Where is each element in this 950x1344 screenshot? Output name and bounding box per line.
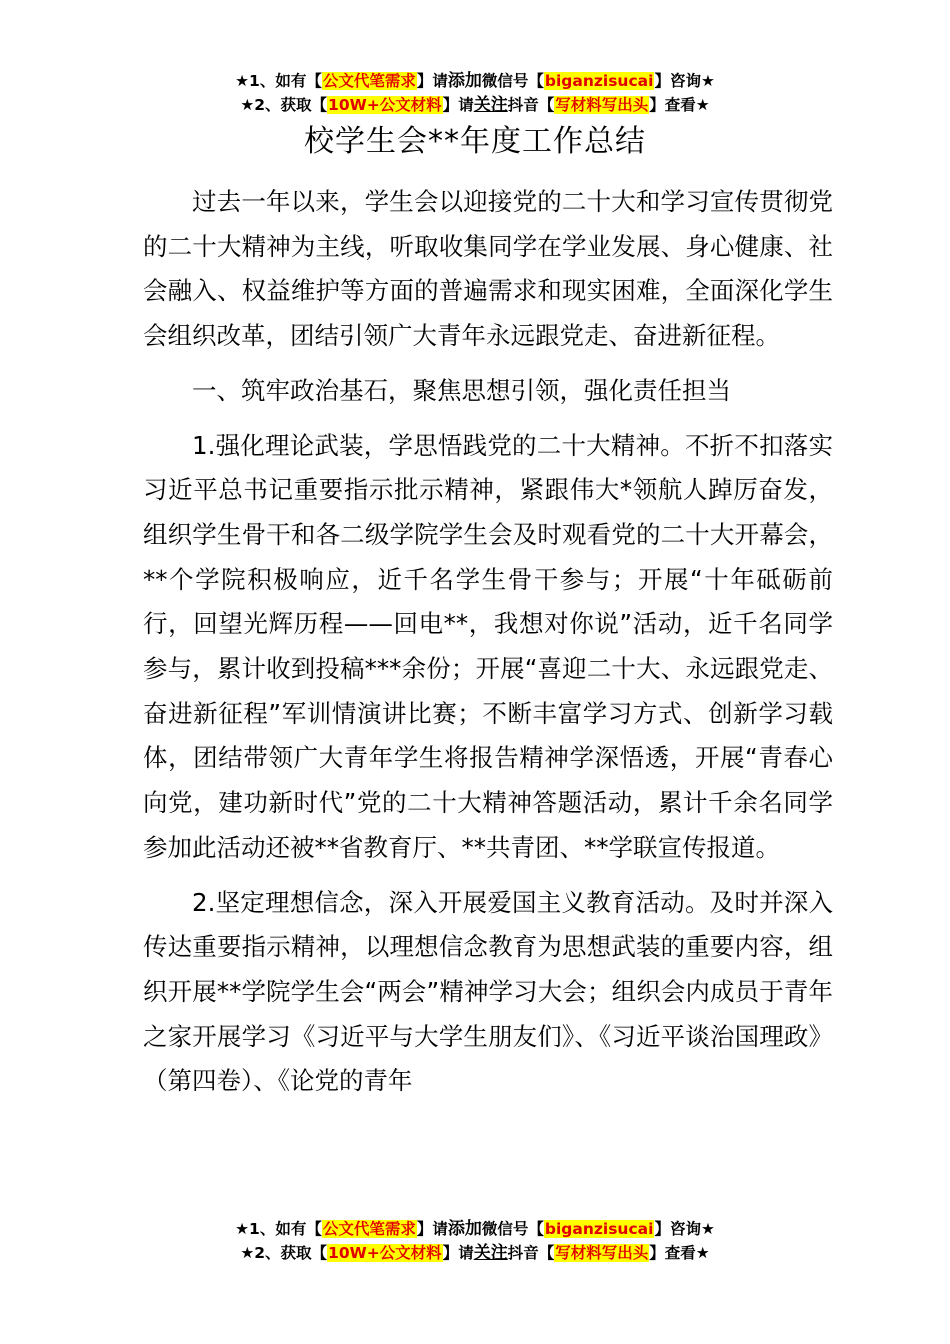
footer-2-highlight-materials: 10W+公文材料 — [328, 1244, 442, 1262]
banner-1-mid-c: 微信号【 — [481, 72, 544, 90]
footer-1-mid-c: 微信号【 — [481, 1220, 544, 1238]
footer-2-mid-b: 关注 — [473, 1243, 508, 1263]
banner-2-prefix: ★2、获取【 — [240, 96, 328, 114]
banner-line-1 — [0, 69, 950, 93]
footer-1-mid-b: 添加 — [447, 1219, 482, 1239]
footer-1-highlight-service: 公文代笔需求 — [322, 1220, 416, 1238]
footer-banner — [0, 1217, 950, 1265]
footer-2-mid-c: 抖音【 — [507, 1244, 555, 1262]
banner-1-highlight-wechat: biganzisucai — [544, 72, 654, 90]
banner-line-2 — [0, 93, 950, 117]
banner-1-mid-a: 】请 — [416, 72, 448, 90]
footer-2-prefix: ★2、获取【 — [240, 1244, 328, 1262]
banner-2-highlight-douyin: 写材料写出头 — [555, 96, 649, 114]
footer-2-suffix: 】查看★ — [649, 1244, 710, 1262]
section-heading-1: 一、筑牢政治基石，聚焦思想引领，强化责任担当 — [192, 375, 731, 405]
footer-1-prefix: ★1、如有【 — [235, 1220, 322, 1238]
paragraph-item-1: 1.强化理论武装，学思悟践党的二十大精神。不折不扣落实习近平总书记重要指示批示精神，紧跟伟大*领航人踔厉奋发，组织学生骨干和各二级学院学生会及时观看党的二十大开幕会，**个学院积极响应，近千名学生骨干参与；开展“十年砥砺前行，回望光辉历程——回电**，我想对你说”活动，近千名同学参与，累计收到投稿***余份；开展“喜迎二十大、永远跟党走、奋进新征程”军训情演讲比赛；不断丰富学习方式、创新学习载体，团结带领广大青年学生将报告精神学深悟透，开展“青春心向党，建功新时代”党的二十大精神答题活动，累计千余名同学参加此活动还被**省教育厅、**共青团、**学联宣传报道。 — [143, 430, 833, 862]
footer-1-highlight-wechat: biganzisucai — [544, 1220, 654, 1238]
banner-2-suffix: 】查看★ — [649, 96, 710, 114]
document-title: 校学生会**年度工作总结 — [304, 124, 646, 159]
footer-1-suffix: 】咨询★ — [654, 1220, 715, 1238]
footer-banner-line-1 — [0, 1217, 950, 1241]
paragraph-item-2: 2.坚定理想信念，深入开展爱国主义教育活动。及时并深入传达重要指示精神，以理想信念教育为思想武装的重要内容，组织开展**学院学生会“两会”精神学习大会；组织会内成员于青年之家开展学习《习近平与大学生朋友们》、《习近平谈治国理政》（第四卷）、《论党的青年 — [143, 887, 833, 1096]
banner-2-mid-c: 抖音【 — [507, 96, 555, 114]
banner-1-mid-b: 添加 — [447, 71, 482, 91]
banner-1-suffix: 】咨询★ — [654, 72, 715, 90]
footer-2-highlight-douyin: 写材料写出头 — [555, 1244, 649, 1262]
document-body — [143, 180, 833, 1114]
banner-2-mid-a: 】请 — [442, 96, 474, 114]
banner-2-highlight-materials: 10W+公文材料 — [328, 96, 442, 114]
banner-2-mid-b: 关注 — [473, 95, 508, 115]
banner-1-prefix: ★1、如有【 — [235, 72, 322, 90]
paragraph-intro: 过去一年以来，学生会以迎接党的二十大和学习宣传贯彻党的二十大精神为主线，听取收集同学在学业发展、身心健康、社会融入、权益维护等方面的普遍需求和现实困难，全面深化学生会组织改革，团结引领广大青年永远跟党走、奋进新征程。 — [143, 187, 833, 351]
header-banner — [0, 69, 950, 117]
footer-1-mid-a: 】请 — [416, 1220, 448, 1238]
footer-2-mid-a: 】请 — [442, 1244, 474, 1262]
banner-1-highlight-service: 公文代笔需求 — [322, 72, 416, 90]
footer-banner-line-2 — [0, 1241, 950, 1265]
